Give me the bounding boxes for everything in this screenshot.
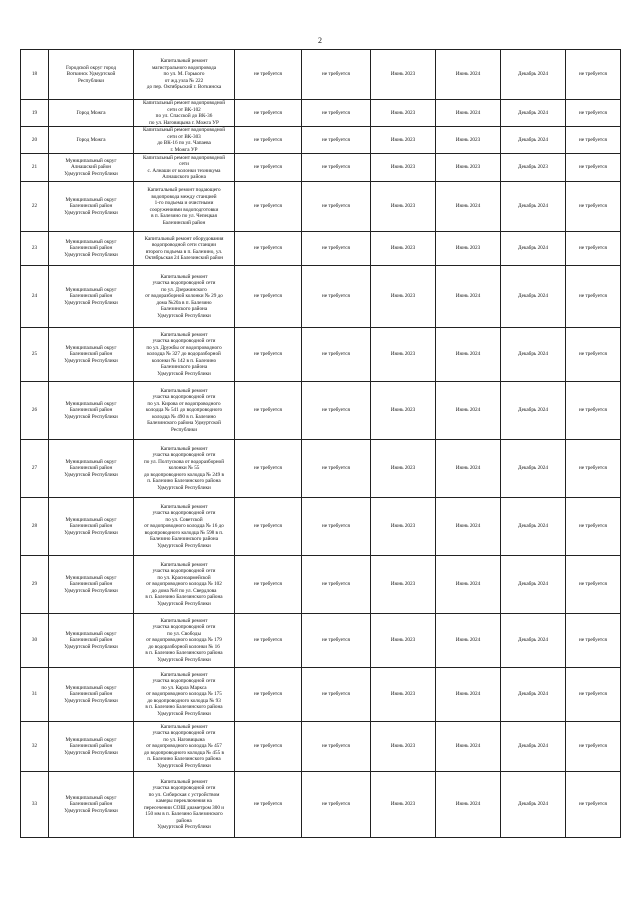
row-number: 19	[21, 100, 49, 127]
row-number: 26	[21, 382, 49, 440]
start-date-cell: Июнь 2023	[371, 127, 436, 154]
municipality-cell: Городской округ город Воткинск Удмуртской Республики	[49, 50, 134, 100]
work-description-cell: Капитальный ремонт оборудования водопроводной сети станции второго подъема в п. Балезино, ул. Октябрьская 24 Балезинский район	[134, 232, 235, 266]
end-date-cell: Декабрь 2024	[501, 614, 566, 668]
requirement-cell: не требуется	[235, 556, 302, 614]
requirement-cell: не требуется	[235, 440, 302, 498]
date-cell: Июнь 2024	[436, 722, 501, 772]
start-date-cell: Июнь 2023	[371, 668, 436, 722]
end-date-cell: Декабрь 2024	[501, 232, 566, 266]
requirement-cell: не требуется	[302, 382, 371, 440]
date-cell: Июнь 2024	[436, 440, 501, 498]
municipality-cell: Муниципальный округ Балезинский район Удмуртской Республики	[49, 266, 134, 328]
row-number: 18	[21, 50, 49, 100]
start-date-cell: Июнь 2023	[371, 556, 436, 614]
requirement-cell: не требуется	[235, 382, 302, 440]
row-number: 29	[21, 556, 49, 614]
requirement-cell: не требуется	[235, 614, 302, 668]
requirement-cell: не требуется	[302, 614, 371, 668]
requirement-cell: не требуется	[302, 772, 371, 838]
municipality-cell: Муниципальный округ Балезинский район Удмуртской Республики	[49, 668, 134, 722]
table-row	[21, 154, 621, 182]
row-number: 28	[21, 498, 49, 556]
start-date-cell: Июнь 2023	[371, 182, 436, 232]
requirement-cell: не требуется	[235, 266, 302, 328]
work-description-cell: Капитальный ремонт подающего водопровода между станцией 1-го подъема и очистными сооружениями водоподготовки в п. Балезино по ул. Чепецкая Балезинский район	[134, 182, 235, 232]
table-row	[21, 182, 621, 232]
requirement-cell: не требуется	[302, 100, 371, 127]
start-date-cell: Июнь 2023	[371, 50, 436, 100]
row-number: 31	[21, 668, 49, 722]
table-row	[21, 100, 621, 127]
requirement-cell: не требуется	[566, 100, 621, 127]
row-number: 21	[21, 154, 49, 182]
start-date-cell: Июнь 2023	[371, 100, 436, 127]
work-description-cell: Капитальный ремонт участка водопроводной сети по ул. Наговицына от водопроводного колодца № 457 до водопроводного колодца № 455 в п. Балезино Балезинского района Удмуртской Республики	[134, 722, 235, 772]
end-date-cell: Декабрь 2024	[501, 498, 566, 556]
end-date-cell: Декабрь 2024	[501, 772, 566, 838]
row-number: 32	[21, 722, 49, 772]
municipality-cell: Муниципальный округ Балезинский район Удмуртской Республики	[49, 614, 134, 668]
end-date-cell: Декабрь 2024	[501, 440, 566, 498]
end-date-cell: Декабрь 2023	[501, 154, 566, 182]
date-cell: Июнь 2024	[436, 182, 501, 232]
municipality-cell: Муниципальный округ Алнашский район Удмуртской Республики	[49, 154, 134, 182]
start-date-cell: Июнь 2023	[371, 266, 436, 328]
end-date-cell: Декабрь 2024	[501, 382, 566, 440]
requirement-cell: не требуется	[566, 382, 621, 440]
work-description-cell: Капитальный ремонт водопроводной сети от ВК-102 по ул. Спасской до ВК-36 по ул. Наговицына г. Можга УР	[134, 100, 235, 127]
date-cell: Июнь 2024	[436, 50, 501, 100]
date-cell: Июнь 2024	[436, 614, 501, 668]
work-description-cell: Капитальный ремонт магистрального водопровода по ул. М. Горького от жд.узла № 222 до пер. Октябрьский г. Воткинска	[134, 50, 235, 100]
municipality-cell: Муниципальный округ Балезинский район Удмуртской Республики	[49, 556, 134, 614]
work-description-cell: Капитальный ремонт участка водопроводной сети по ул. Советской от водопроводного колодца № 16 до водопроводного колодца № 598 в п. Балезино Балезинского района Удмуртской Республики	[134, 498, 235, 556]
table-row	[21, 382, 621, 440]
table-row	[21, 232, 621, 266]
requirement-cell: не требуется	[235, 668, 302, 722]
row-number: 27	[21, 440, 49, 498]
date-cell: Июнь 2024	[436, 668, 501, 722]
requirement-cell: не требуется	[302, 440, 371, 498]
end-date-cell: Декабрь 2024	[501, 182, 566, 232]
requirement-cell: не требуется	[566, 498, 621, 556]
table-row	[21, 266, 621, 328]
requirement-cell: не требуется	[235, 50, 302, 100]
page-number: 2	[318, 36, 322, 45]
start-date-cell: Июнь 2023	[371, 498, 436, 556]
end-date-cell: Декабрь 2024	[501, 556, 566, 614]
requirement-cell: не требуется	[566, 668, 621, 722]
row-number: 20	[21, 127, 49, 154]
start-date-cell: Июнь 2023	[371, 722, 436, 772]
date-cell: Июнь 2024	[436, 328, 501, 382]
requirement-cell: не требуется	[302, 50, 371, 100]
work-description-cell: Капитальный ремонт участка водопроводной сети по ул. Полтускова от водоразборной колонки № 55 до водопроводного колодца № 249 в п. Балезино Балезинского района Удмуртской Республики	[134, 440, 235, 498]
requirement-cell: не требуется	[302, 498, 371, 556]
municipality-cell: Муниципальный округ Балезинский район Удмуртской Республики	[49, 232, 134, 266]
table-row	[21, 50, 621, 100]
requirement-cell: не требуется	[302, 266, 371, 328]
end-date-cell: Декабрь 2024	[501, 668, 566, 722]
end-date-cell: Декабрь 2024	[501, 722, 566, 772]
requirement-cell: не требуется	[235, 328, 302, 382]
work-description-cell: Капитальный ремонт водопроводной сети от ВК-303 до ВК-16 по ул. Чапаева г. Можга УР	[134, 127, 235, 154]
end-date-cell: Декабрь 2024	[501, 50, 566, 100]
municipality-cell: Муниципальный округ Балезинский район Удмуртской Республики	[49, 722, 134, 772]
table-row	[21, 127, 621, 154]
municipality-cell: Город Можга	[49, 100, 134, 127]
row-number: 25	[21, 328, 49, 382]
requirement-cell: не требуется	[566, 127, 621, 154]
start-date-cell: Июнь 2023	[371, 440, 436, 498]
start-date-cell: Июнь 2023	[371, 614, 436, 668]
requirement-cell: не требуется	[302, 232, 371, 266]
requirement-cell: не требуется	[566, 772, 621, 838]
table-row	[21, 440, 621, 498]
date-cell: Июнь 2024	[436, 772, 501, 838]
table-row	[21, 614, 621, 668]
requirement-cell: не требуется	[566, 266, 621, 328]
table-row	[21, 668, 621, 722]
requirement-cell: не требуется	[235, 127, 302, 154]
requirement-cell: не требуется	[566, 440, 621, 498]
municipality-cell: Город Можга	[49, 127, 134, 154]
municipality-cell: Муниципальный округ Балезинский район Удмуртской Республики	[49, 328, 134, 382]
date-cell: Июнь 2024	[436, 100, 501, 127]
municipality-cell: Муниципальный округ Балезинский район Удмуртской Республики	[49, 498, 134, 556]
requirement-cell: не требуется	[235, 498, 302, 556]
table-row	[21, 722, 621, 772]
work-description-cell: Капитальный ремонт участка водопроводной сети по ул. Дружбы от водопроводного колодца № 327 до водоразборной колонки № 142 в п. Балезино Балезинского района Удмуртской Республики	[134, 328, 235, 382]
requirement-cell: не требуется	[235, 182, 302, 232]
date-cell: Июнь 2023	[436, 127, 501, 154]
work-description-cell: Капитальный ремонт участка водопроводной сети по ул. Кирова от водопроводного колодца № 541 до водопроводного колодца № 490 в п. Балезино Балезинского района Удмуртской Республики	[134, 382, 235, 440]
row-number: 24	[21, 266, 49, 328]
end-date-cell: Декабрь 2024	[501, 100, 566, 127]
start-date-cell: Июнь 2023	[371, 328, 436, 382]
requirement-cell: не требуется	[566, 556, 621, 614]
work-description-cell: Капитальный ремонт участка водопроводной сети по ул. Сибирская с устройством камеры переключения на пересечении СОШ диаметром 300 и 150 мм в п. Балезино Балезинского района Удмуртской Республики	[134, 772, 235, 838]
requirement-cell: не требуется	[302, 328, 371, 382]
row-number: 30	[21, 614, 49, 668]
requirement-cell: не требуется	[235, 154, 302, 182]
requirement-cell: не требуется	[566, 328, 621, 382]
start-date-cell: Июнь 2023	[371, 382, 436, 440]
start-date-cell: Июнь 2023	[371, 232, 436, 266]
requirement-cell: не требуется	[566, 722, 621, 772]
works-table	[20, 49, 621, 838]
end-date-cell: Декабрь 2024	[501, 266, 566, 328]
municipality-cell: Муниципальный округ Балезинский район Удмуртской Республики	[49, 182, 134, 232]
requirement-cell: не требуется	[302, 154, 371, 182]
requirement-cell: не требуется	[302, 722, 371, 772]
requirement-cell: не требуется	[235, 232, 302, 266]
requirement-cell: не требуется	[235, 722, 302, 772]
work-description-cell: Капитальный ремонт участка водопроводной сети по ул. Дзержинского от водоразборной колонки № 29 до дома №20а в п. Балезино Балезинского района Удмуртской Республики	[134, 266, 235, 328]
table-row	[21, 498, 621, 556]
end-date-cell: Декабрь 2024	[501, 328, 566, 382]
requirement-cell: не требуется	[302, 556, 371, 614]
work-description-cell: Капитальный ремонт участка водопроводной сети по ул. Карла Маркса от водопроводного колодца № 175 до водопроводного колодца № 93 в п. Балезино Балезинского района Удмуртской Республики	[134, 668, 235, 722]
row-number: 22	[21, 182, 49, 232]
table-row	[21, 772, 621, 838]
date-cell: Июнь 2024	[436, 498, 501, 556]
work-description-cell: Капитальный ремонт участка водопроводной сети по ул. Свободы от водопроводного колодца № 179 до водоразборной колонки № 16 в п. Балезино Балезинского района Удмуртской Республики	[134, 614, 235, 668]
municipality-cell: Муниципальный округ Балезинский район Удмуртской Республики	[49, 772, 134, 838]
municipality-cell: Муниципальный округ Балезинский район Удмуртской Республики	[49, 382, 134, 440]
row-number: 23	[21, 232, 49, 266]
requirement-cell: не требуется	[302, 182, 371, 232]
requirement-cell: не требуется	[235, 100, 302, 127]
start-date-cell: Июнь 2023	[371, 154, 436, 182]
date-cell: Июнь 2023	[436, 232, 501, 266]
date-cell: Июнь 2024	[436, 382, 501, 440]
requirement-cell: не требуется	[566, 614, 621, 668]
requirement-cell: не требуется	[235, 772, 302, 838]
work-description-cell: Капитальный ремонт водопроводной сети с. Алнаши от колонки техникума Алнашского района	[134, 154, 235, 182]
requirement-cell: не требуется	[566, 182, 621, 232]
requirement-cell: не требуется	[566, 154, 621, 182]
table-row	[21, 556, 621, 614]
requirement-cell: не требуется	[302, 127, 371, 154]
requirement-cell: не требуется	[566, 50, 621, 100]
work-description-cell: Капитальный ремонт участка водопроводной сети по ул. Красноармейской от водопроводного колодца № 102 до дома №8 по ул. Свердлова в п. Балезино Балезинского района Удмуртской Республики	[134, 556, 235, 614]
date-cell: Июнь 2024	[436, 266, 501, 328]
row-number: 33	[21, 772, 49, 838]
requirement-cell: не требуется	[566, 232, 621, 266]
date-cell: Июнь 2024	[436, 556, 501, 614]
end-date-cell: Декабрь 2024	[501, 127, 566, 154]
start-date-cell: Июнь 2023	[371, 772, 436, 838]
date-cell: Июнь 2023	[436, 154, 501, 182]
municipality-cell: Муниципальный округ Балезинский район Удмуртской Республики	[49, 440, 134, 498]
requirement-cell: не требуется	[302, 668, 371, 722]
table-row	[21, 328, 621, 382]
